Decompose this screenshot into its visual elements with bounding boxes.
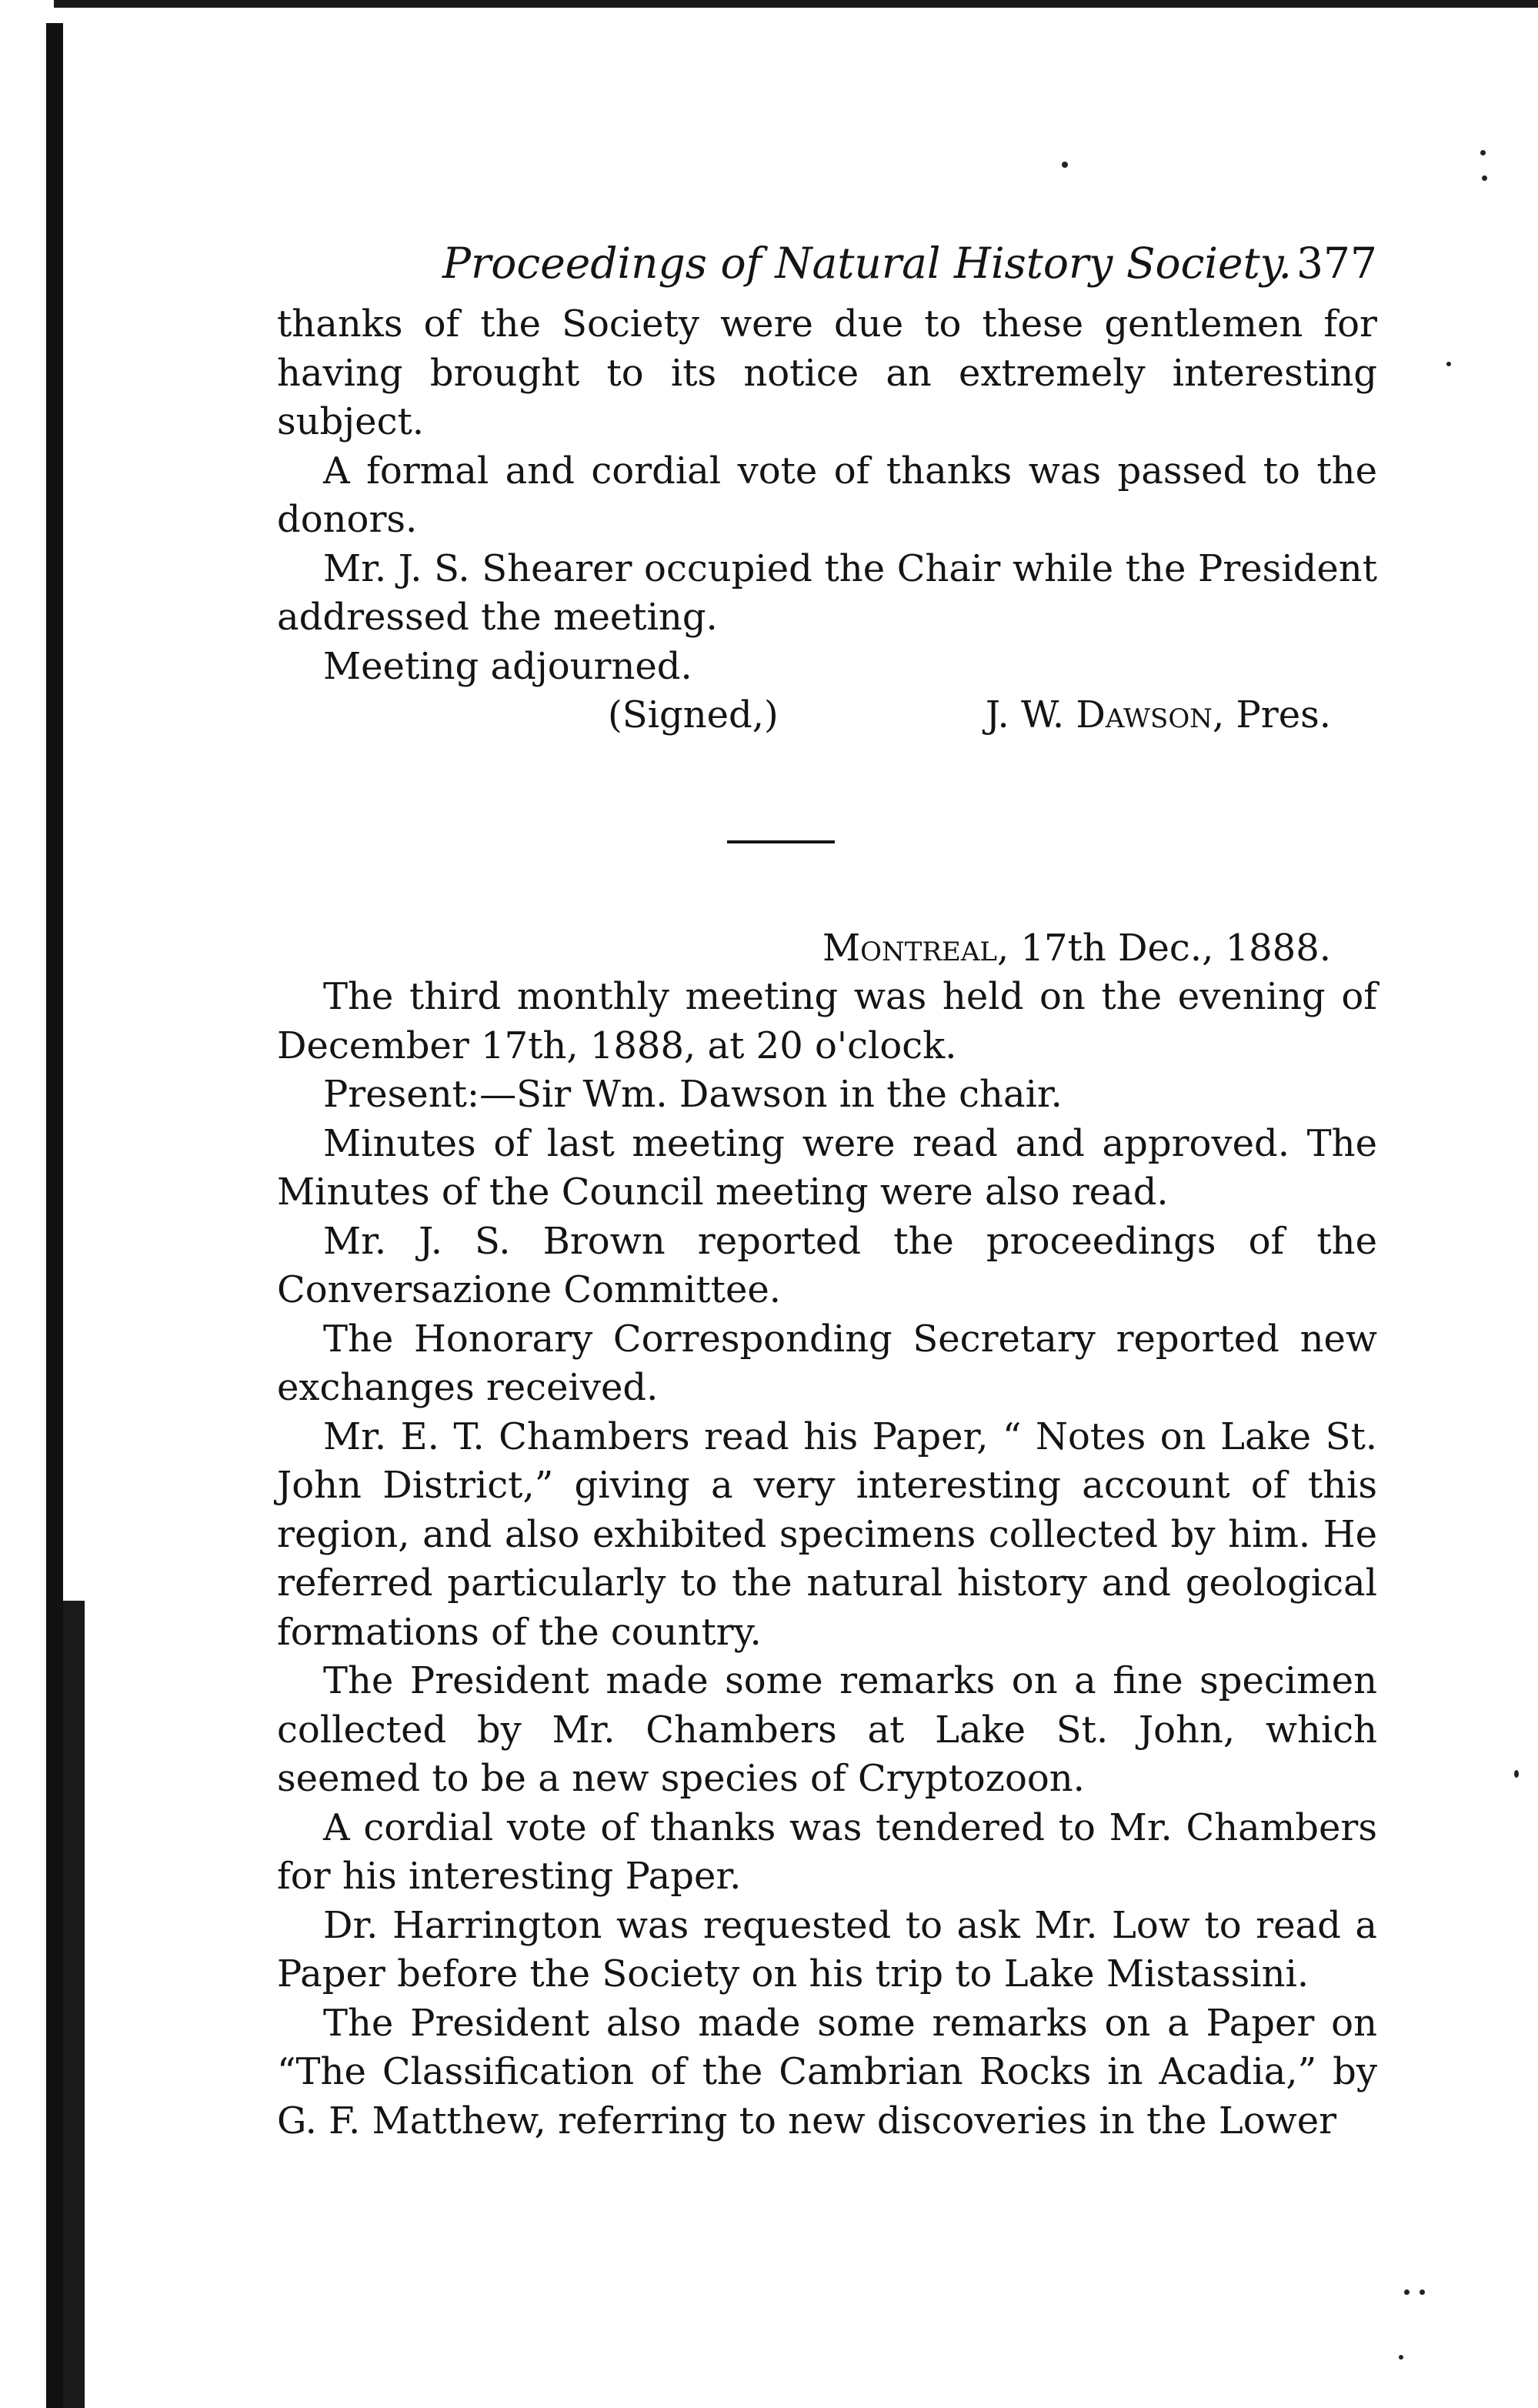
scan-speck — [1482, 175, 1487, 181]
scan-speck — [1420, 2289, 1425, 2295]
paragraph: thanks of the Society were due to these gentlemen for having brought to its notice an extremely interesting subject. — [277, 302, 1377, 443]
dateline-city: Montreal — [822, 926, 997, 970]
scan-speck — [1480, 150, 1486, 155]
paragraph: Mr. E. T. Chambers read his Paper, “ Notes on Lake St. John District,” giving a very interesting account of this region, and also exhibited specimens collected by him. He referred particularly to the natural history and geological formations of the country. — [277, 1414, 1377, 1654]
paragraph: Mr. J. S. Shearer occupied the Chair while the President addressed the meeting. — [277, 546, 1377, 639]
signatory-title: , Pres. — [1212, 693, 1331, 736]
scan-speck — [1514, 1770, 1519, 1778]
paragraph: Minutes of last meeting were read and approved. The Minutes of the Council meeting were also read. — [277, 1121, 1377, 1214]
dateline — [277, 924, 1377, 974]
running-title: Proceedings of Natural History Society. — [442, 239, 1292, 288]
scan-speck — [1446, 362, 1451, 366]
third-monthly-meeting — [277, 924, 1377, 2146]
scan-left-edge — [46, 23, 63, 2408]
paragraph: Mr. J. S. Brown reported the proceedings of the Conversazione Committee. — [277, 1219, 1377, 1311]
running-header — [277, 223, 1377, 300]
previous-meeting-conclusion — [277, 300, 1377, 740]
paragraph: Dr. Harrington was requested to ask Mr. Low to read a Paper before the Society on his trip to Lake Mistassini. — [277, 1903, 1377, 1996]
paragraph: A cordial vote of thanks was tendered to Mr. Chambers for his interesting Paper. — [277, 1805, 1377, 1898]
paragraph: Meeting adjourned. — [323, 644, 692, 688]
document-page — [277, 223, 1377, 2146]
paragraph: A formal and cordial vote of thanks was passed to the donors. — [277, 449, 1377, 541]
scan-speck — [1404, 2289, 1410, 2295]
signatory-name: J. W. Dawson — [985, 693, 1213, 736]
paragraph: Present:—Sir Wm. Dawson in the chair. — [323, 1073, 1063, 1116]
page-number: 377 — [1296, 239, 1377, 288]
scan-top-edge — [54, 0, 1538, 8]
scan-speck — [1062, 162, 1068, 168]
signature-line — [277, 691, 1377, 740]
section-divider — [727, 840, 835, 843]
signatory — [986, 691, 1331, 740]
paragraph: The President also made some remarks on a Paper on “The Classification of the Cambrian Rocks in Acadia,” by G. F. Matthew, referring to new discoveries in the Lower — [277, 2001, 1377, 2142]
paragraph: The Honorary Corresponding Secretary reported new exchanges received. — [277, 1317, 1377, 1409]
paragraph: The third monthly meeting was held on the evening of December 17th, 1888, at 20 o'clock. — [277, 975, 1377, 1067]
dateline-date: , 17th Dec., 1888. — [996, 926, 1331, 970]
signed-label: (Signed,) — [608, 693, 779, 736]
scan-left-edge-shadow — [63, 1601, 85, 2408]
scan-speck — [1399, 2355, 1403, 2360]
paragraph: The President made some remarks on a fine specimen collected by Mr. Chambers at Lake St. John, which seemed to be a new species of Cryptozoon. — [277, 1659, 1377, 1800]
